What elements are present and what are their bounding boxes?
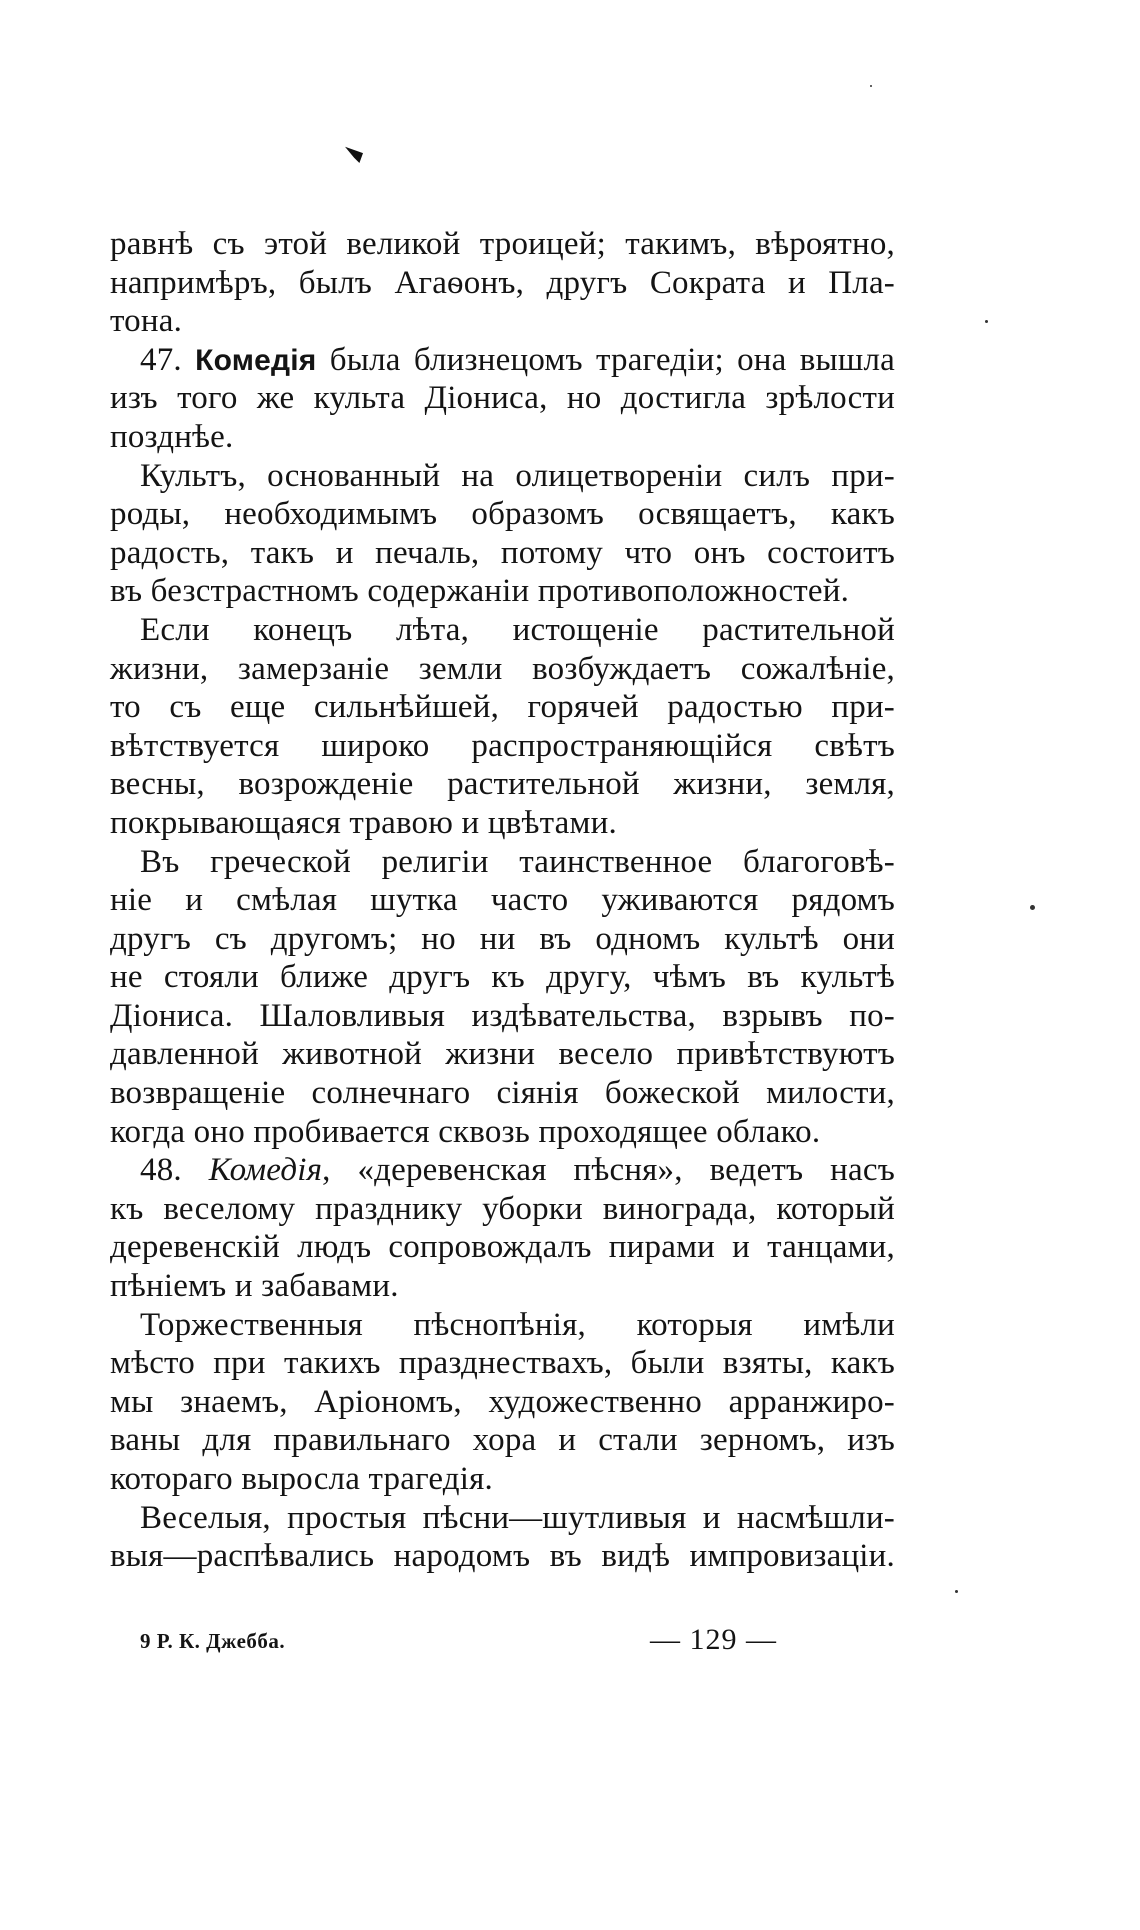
- text-line: [110, 727, 895, 766]
- page-number: — 129 —: [650, 1623, 777, 1656]
- text-line: [110, 572, 895, 611]
- text-line: [110, 379, 895, 418]
- text-line: [110, 1537, 895, 1576]
- dust-speck: [1030, 905, 1035, 910]
- line-text: ваны для правильнаго хора и стали зерномъ, изъ: [110, 1422, 895, 1459]
- line-text: Въ греческой религіи таинственное благоговѣ-: [140, 843, 895, 880]
- section-keyword: Комедія: [208, 1152, 323, 1189]
- line-text: , «деревенская пѣсня», ведетъ насъ: [322, 1152, 895, 1189]
- section-number: 47.: [140, 341, 182, 378]
- line-text: изъ того же культа Діониса, но достигла зрѣлости: [110, 380, 895, 417]
- text-line: [110, 1383, 895, 1422]
- line-text: Если конецъ лѣта, истощеніе растительной: [140, 611, 895, 648]
- line-text: Діониса. Шаловливыя издѣвательства, взрывъ по-: [110, 997, 895, 1034]
- text-line: [110, 804, 895, 843]
- text-line: [110, 1113, 895, 1152]
- line-text: напримѣръ, былъ Агаѳонъ, другъ Сократа и Пла-: [110, 264, 895, 301]
- line-text: не стояли ближе другъ къ другу, чѣмъ въ культѣ: [110, 959, 895, 996]
- text-line: [110, 418, 895, 457]
- line-text: покрывающаяся травою и цвѣтами.: [110, 804, 617, 841]
- line-text: позднѣе.: [110, 418, 234, 455]
- line-text: роды, необходимымъ образомъ освящаетъ, какъ: [110, 496, 895, 533]
- text-line: [110, 1035, 895, 1074]
- text-line: [110, 457, 895, 496]
- text-line: [110, 1228, 895, 1267]
- text-line: [110, 765, 895, 804]
- text-line: [110, 264, 895, 303]
- text-line: [110, 997, 895, 1036]
- line-text: когда оно пробивается сквозь проходящее облако.: [110, 1113, 821, 1150]
- line-text: жизни, замерзаніе земли возбуждаетъ сожалѣніе,: [110, 650, 895, 687]
- text-line: [110, 920, 895, 959]
- text-line: [110, 1267, 895, 1306]
- line-text: Культъ, основанный на олицетвореніи силъ при-: [140, 457, 895, 494]
- line-text: давленной животной жизни весело привѣтствуютъ: [110, 1036, 895, 1073]
- line-text: вѣтствуется широко распространяющійся свѣтъ: [110, 727, 895, 764]
- line-text: то съ еще сильнѣйшей, горячей радостью при-: [110, 689, 895, 726]
- line-text: ніе и смѣлая шутка часто уживаются рядомъ: [110, 882, 895, 919]
- text-line: [110, 843, 895, 882]
- text-line: [110, 495, 895, 534]
- line-text: мѣсто при такихъ празднествахъ, были взяты, какъ: [110, 1345, 895, 1382]
- text-line: [110, 881, 895, 920]
- dust-speck: [870, 85, 872, 87]
- line-text: мы знаемъ, Аріономъ, художественно арранжиро-: [110, 1383, 895, 1420]
- line-text: котораго выросла трагедія.: [110, 1461, 493, 1497]
- text-line: [110, 1306, 895, 1345]
- text-line: [110, 650, 895, 689]
- text-line: [110, 958, 895, 997]
- text-line: [110, 1190, 895, 1229]
- line-text: радость, такъ и печаль, потому что онъ состоитъ: [110, 534, 895, 571]
- line-text: возвращеніе солнечнаго сіянія божеской милости,: [110, 1075, 895, 1112]
- ink-mark: [345, 145, 363, 163]
- signature-mark: 9 Р. К. Джебба.: [140, 1629, 286, 1653]
- line-text: выя—распѣвались народомъ въ видѣ импровизаціи.: [110, 1538, 895, 1575]
- text-line: [110, 302, 895, 341]
- text-line: [110, 1421, 895, 1460]
- text-line: [110, 688, 895, 727]
- text-line: [110, 1151, 895, 1190]
- body-text: [110, 225, 895, 1576]
- line-text: Веселыя, простыя пѣсни—шутливыя и насмѣшли-: [140, 1499, 895, 1536]
- line-text: была близнецомъ трагедіи; она вышла: [316, 341, 895, 378]
- line-text: весны, возрожденіе растительной жизни, земля,: [110, 766, 895, 803]
- section-number: 48.: [140, 1152, 182, 1189]
- line-text: Торжественныя пѣснопѣнія, которыя имѣли: [140, 1306, 895, 1343]
- text-line: [110, 1499, 895, 1538]
- text-line: [110, 1460, 895, 1499]
- text-line: [110, 225, 895, 264]
- line-text: деревенскій людъ сопровождалъ пирами и танцами,: [110, 1229, 895, 1266]
- text-line: [110, 1344, 895, 1383]
- line-text: пѣніемъ и забавами.: [110, 1268, 399, 1305]
- line-text: другъ съ другомъ; но ни въ одномъ культѣ они: [110, 920, 895, 957]
- line-text: равнѣ съ этой великой троицей; такимъ, вѣроятно,: [110, 226, 895, 262]
- text-line: [110, 611, 895, 650]
- text-line: [110, 341, 895, 380]
- text-line: [110, 534, 895, 573]
- page-footer: [0, 1623, 1140, 1663]
- dust-speck: [955, 1590, 958, 1593]
- line-text: къ веселому празднику уборки винограда, который: [110, 1190, 895, 1227]
- text-line: [110, 1074, 895, 1113]
- line-text: въ безстрастномъ содержаніи противоположностей.: [110, 573, 850, 610]
- section-keyword: Комедія: [195, 343, 317, 377]
- line-text: тона.: [110, 303, 183, 340]
- dust-speck: [985, 320, 988, 323]
